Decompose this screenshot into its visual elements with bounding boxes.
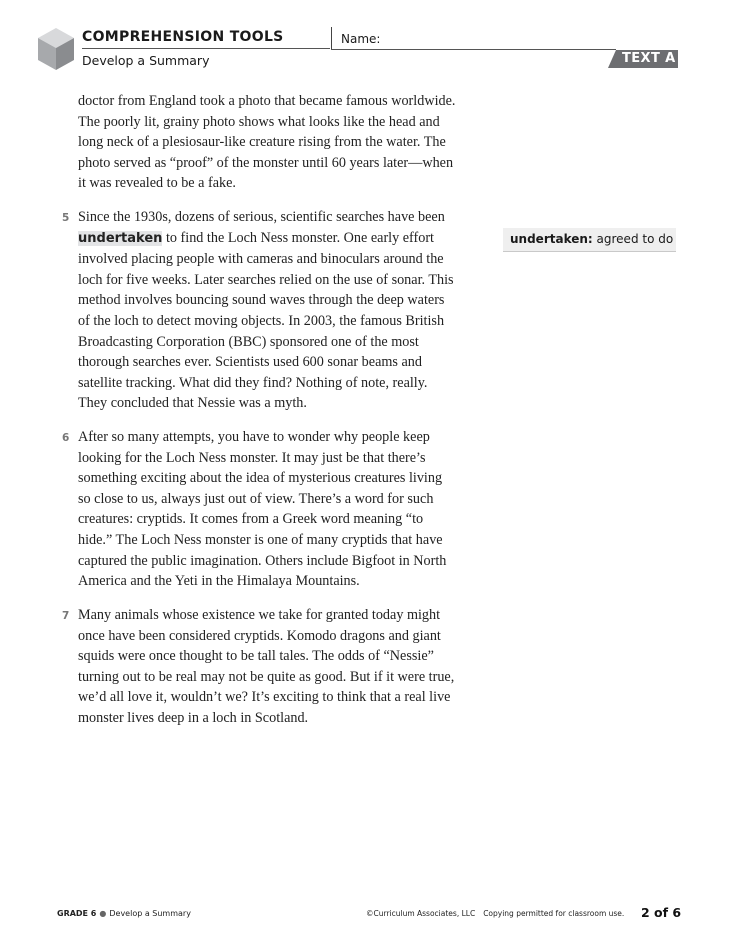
footer-lesson: Develop a Summary xyxy=(109,909,191,918)
text-line: photo served as “proof” of the monster until 60 years later—when xyxy=(78,154,454,171)
copyright-text: ©Curriculum Associates, LLC xyxy=(366,909,476,918)
text-line: thorough searches ever. Scientists used 600 sonar beams and xyxy=(78,354,422,371)
text-line: involved placing people with cameras and binoculars around the xyxy=(78,251,444,268)
paragraph-number: 7 xyxy=(62,610,70,622)
page-title: COMPREHENSION TOOLS xyxy=(82,29,284,45)
text-line: creatures: cryptids. It comes from a Greek word meaning “to xyxy=(78,511,424,528)
text-fragment: to find the Loch Ness monster. One early effort xyxy=(162,229,434,246)
bullet-icon: ● xyxy=(99,909,107,918)
text-line: looking for the Loch Ness monster. It may just be that there’s xyxy=(78,449,426,466)
page-number: 2 of 6 xyxy=(641,905,682,920)
text-line: After so many attempts, you have to wonder why people keep xyxy=(78,429,430,445)
text-a-tab xyxy=(608,50,678,68)
paragraph-5 xyxy=(78,207,488,414)
text-line: it was revealed to be a fake. xyxy=(78,175,236,192)
text-line: we’d all love it, wouldn’t we? It’s exciting to think that a real live xyxy=(78,689,451,706)
text-line: turning out to be real may not be quite as good. But if it were true, xyxy=(78,668,455,685)
footer-copyright xyxy=(366,909,624,918)
text-line: They concluded that Nessie was a myth. xyxy=(78,395,307,412)
text-line: squids were once thought to be tall tales. The odds of “Nessie” xyxy=(78,648,434,665)
header-divider xyxy=(331,27,332,50)
paragraph-number: 5 xyxy=(62,212,70,224)
continuation-paragraph xyxy=(78,91,488,194)
permission-text: Copying permitted for classroom use. xyxy=(483,909,625,918)
paragraph-7 xyxy=(78,605,488,729)
footer-grade-lesson xyxy=(57,909,191,918)
name-label: Name: xyxy=(341,32,381,46)
text-line: Broadcasting Corporation (BBC) sponsored one of the most xyxy=(78,333,419,350)
glossary-definition: agreed to do xyxy=(592,232,674,246)
paragraph-6 xyxy=(78,427,488,592)
text-line: once have been considered cryptids. Komodo dragons and giant xyxy=(78,627,441,644)
title-underline xyxy=(82,48,330,49)
page-subtitle: Develop a Summary xyxy=(82,53,210,68)
cube-logo-icon xyxy=(37,27,75,71)
text-line: Many animals whose existence we take for granted today might xyxy=(78,607,441,623)
text-a-label: TEXT A xyxy=(622,51,676,66)
text-line: hide.” The Loch Ness monster is one of many cryptids that have xyxy=(78,531,443,548)
glossary-note xyxy=(503,228,676,252)
glossary-term: undertaken: xyxy=(510,232,593,246)
text-line: method involves bouncing sound waves through the deep waters xyxy=(78,292,445,309)
text-line: doctor from England took a photo that became famous worldwide. xyxy=(78,93,456,109)
text-line: something exciting about the idea of mysterious creatures living xyxy=(78,470,443,487)
footer-grade: GRADE 6 xyxy=(57,909,97,918)
vocab-word-highlight[interactable]: undertaken xyxy=(78,230,163,246)
paragraph-number: 6 xyxy=(62,432,70,444)
text-line: monster lives deep in a loch in Scotland. xyxy=(78,709,309,726)
text-line: loch for five weeks. Later searches relied on the use of sonar. This xyxy=(78,271,454,288)
text-line: satellite tracking. What did they find? Nothing of note, really. xyxy=(78,374,428,391)
text-line: Since the 1930s, dozens of serious, scientific searches have been xyxy=(78,209,445,225)
text-line: The poorly lit, grainy photo shows what looks like the head and xyxy=(78,113,440,130)
text-line xyxy=(78,228,488,250)
text-line: long neck of a plesiosaur-like creature rising from the water. The xyxy=(78,134,446,151)
text-line: so close to us, always just out of view. There’s a word for such xyxy=(78,490,434,507)
text-line: of the loch to detect moving objects. In 2003, the famous British xyxy=(78,312,445,329)
text-line: America and the Yeti in the Himalaya Mountains. xyxy=(78,573,360,590)
text-line: captured the public imagination. Others include Bigfoot in North xyxy=(78,552,447,569)
name-line xyxy=(331,49,616,50)
